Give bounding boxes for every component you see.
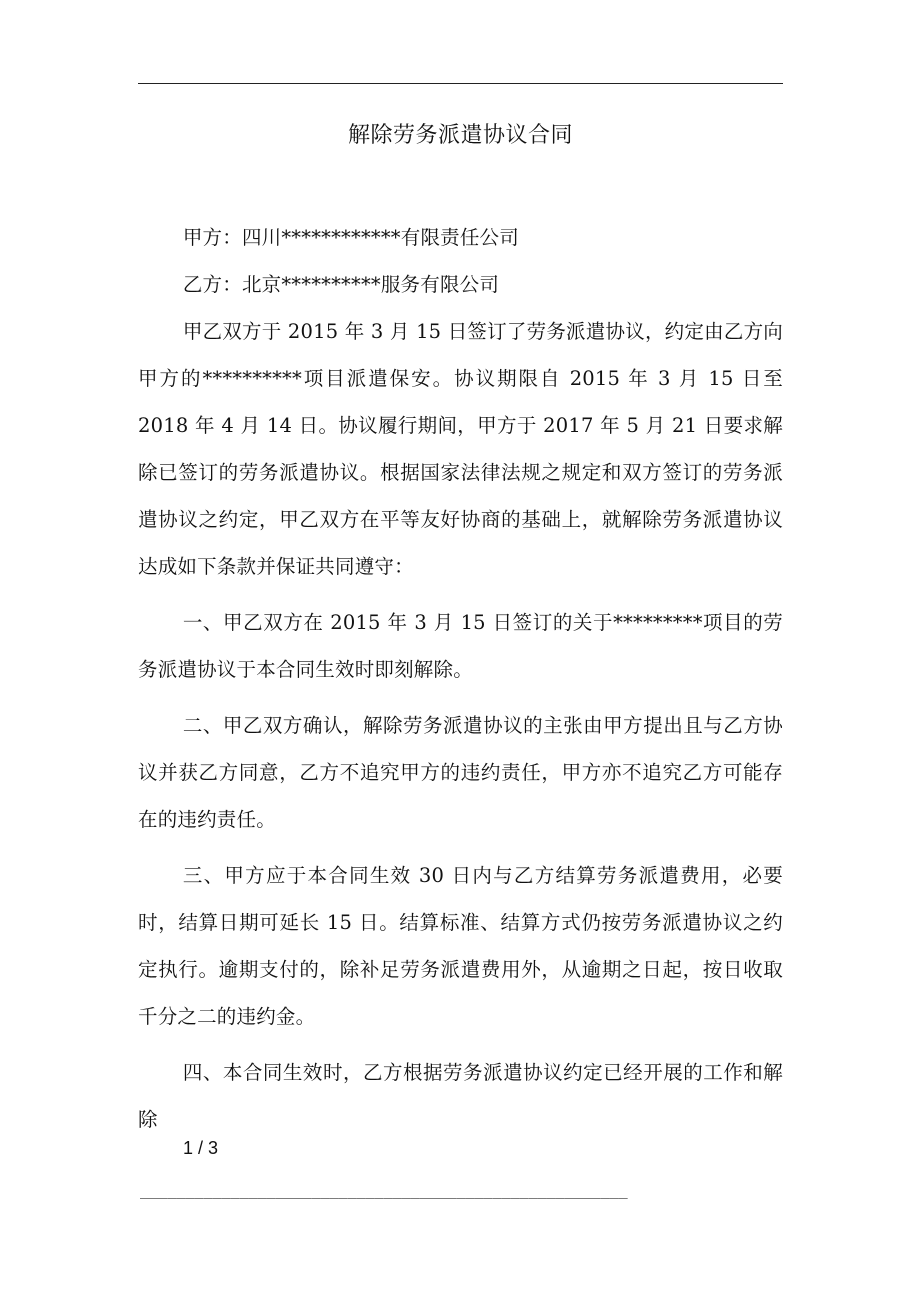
clause-3: 三、甲方应于本合同生效 30 日内与乙方结算劳务派遣费用，必要时，结算日期可延长 15 日。结算标准、结算方式仍按劳务派遣协议之约定执行。逾期支付的，除补足劳务派遣费用外，从逾期之日起，按日收取千分之二的违约金。 <box>138 864 783 1028</box>
clause-1: 一、甲乙双方在 2015 年 3 月 15 日签订的关于*********项目的劳务派遣协议于本合同生效时即刻解除。 <box>138 611 783 681</box>
clause-4: 四、本合同生效时，乙方根据劳务派遣协议约定已经开展的工作和解除 <box>138 1061 783 1131</box>
footer-divider: ______________________________________________________ <box>140 1181 628 1199</box>
document-title: 解除劳务派遣协议合同 <box>347 123 573 148</box>
page-number: 1 / 3 <box>183 1138 219 1158</box>
header-rule <box>138 83 783 84</box>
party-a: 甲方：四川************有限责任公司 <box>182 226 519 249</box>
clause-2: 二、甲乙双方确认，解除劳务派遣协议的主张由甲方提出且与乙方协议并获乙方同意，乙方不追究甲方的违约责任，甲方亦不追究乙方可能存在的违约责任。 <box>138 714 783 831</box>
intro-paragraph: 甲乙双方于 2015 年 3 月 15 日签订了劳务派遣协议，约定由乙方向甲方的**********项目派遣保安。协议期限自 2015 年 3 月 15 日至 2018 年 4 月 14 日。协议履行期间，甲方于 2017 年 5 月 21 日要求解除已签订的劳务派遣协议。根据国家法律法规之规定和双方签订的劳务派遣协议之约定，甲乙双方在平等友好协商的基础上，就解除劳务派遣协议达成如下条款并保证共同遵守： <box>138 320 783 578</box>
party-b: 乙方：北京**********服务有限公司 <box>182 273 500 296</box>
document-body <box>138 214 783 1143</box>
